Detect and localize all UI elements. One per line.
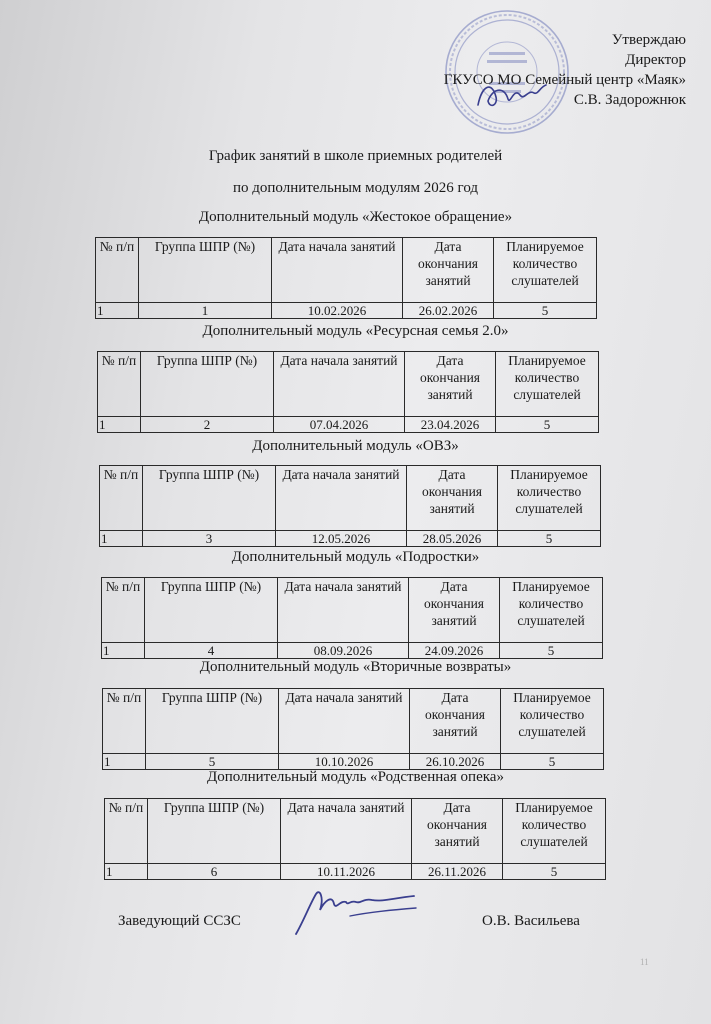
- header-cell: Дата начала занятий: [279, 689, 410, 754]
- table-cell: 5: [494, 303, 597, 319]
- table-cell: 4: [145, 643, 278, 659]
- header-cell: Группа ШПР (№): [141, 352, 274, 417]
- header-cell: Дата окончания занятий: [405, 352, 496, 417]
- table-cell: 07.04.2026: [274, 417, 405, 433]
- module-title: Дополнительный модуль «Ресурсная семья 2.0»: [202, 323, 509, 339]
- header-cell: Группа ШПР (№): [145, 578, 278, 643]
- header-cell: № п/п: [105, 799, 148, 864]
- schedule-table: [102, 688, 604, 770]
- header-cell: Дата окончания занятий: [403, 238, 494, 303]
- header-cell: Дата начала занятий: [281, 799, 412, 864]
- table-cell: 10.11.2026: [281, 864, 412, 880]
- table-cell: 26.02.2026: [403, 303, 494, 319]
- table-cell: 5: [498, 531, 601, 547]
- table-cell: 1: [139, 303, 272, 319]
- header-cell: Группа ШПР (№): [148, 799, 281, 864]
- approval-block: [444, 30, 686, 110]
- table-cell: 2: [141, 417, 274, 433]
- schedule-table: [97, 351, 599, 433]
- table-cell: 24.09.2026: [409, 643, 500, 659]
- footer-name: О.В. Васильева: [482, 913, 580, 929]
- table-cell: 3: [143, 531, 276, 547]
- schedule-table: [104, 798, 606, 880]
- table-cell: 5: [501, 754, 604, 770]
- header-cell: № п/п: [102, 578, 145, 643]
- document-title-line2: по дополнительным модулям 2026 год: [232, 180, 479, 196]
- header-cell: Планируемое количество слушателей: [503, 799, 606, 864]
- table-cell: 1: [96, 303, 139, 319]
- table-row: [96, 303, 597, 319]
- table-row: [105, 864, 606, 880]
- module-title: Дополнительный модуль «Вторичные возвраты»: [199, 659, 512, 675]
- table-cell: 1: [102, 643, 145, 659]
- header-cell: № п/п: [100, 466, 143, 531]
- table-cell: 6: [148, 864, 281, 880]
- table-row: [98, 417, 599, 433]
- table-cell: 08.09.2026: [278, 643, 409, 659]
- table-cell: 1: [100, 531, 143, 547]
- approval-line3: ГКУСО МО Семейный центр «Маяк»: [443, 72, 686, 88]
- table-cell: 10.02.2026: [272, 303, 403, 319]
- module-title: Дополнительный модуль «Подростки»: [231, 549, 480, 565]
- header-cell: № п/п: [98, 352, 141, 417]
- table-cell: 5: [500, 643, 603, 659]
- schedule-table: [95, 237, 597, 319]
- table-row: [100, 531, 601, 547]
- header-cell: Планируемое количество слушателей: [500, 578, 603, 643]
- header-cell: Группа ШПР (№): [143, 466, 276, 531]
- header-cell: Дата окончания занятий: [410, 689, 501, 754]
- table-cell: 5: [496, 417, 599, 433]
- schedule-table: [99, 465, 601, 547]
- header-cell: Дата начала занятий: [274, 352, 405, 417]
- table-cell: 23.04.2026: [405, 417, 496, 433]
- table-cell: 5: [503, 864, 606, 880]
- header-cell: Дата окончания занятий: [409, 578, 500, 643]
- header-cell: Планируемое количество слушателей: [494, 238, 597, 303]
- schedule-table: [101, 577, 603, 659]
- footer-position: Заведующий ССЗС: [118, 913, 241, 929]
- header-cell: Дата начала занятий: [272, 238, 403, 303]
- header-cell: Дата начала занятий: [276, 466, 407, 531]
- header-cell: № п/п: [96, 238, 139, 303]
- table-cell: 1: [103, 754, 146, 770]
- approval-line1: Утверждаю: [611, 32, 686, 48]
- table-cell: 28.05.2026: [407, 531, 498, 547]
- module-title: Дополнительный модуль «Родственная опека»: [207, 769, 504, 785]
- table-cell: 26.10.2026: [410, 754, 501, 770]
- approval-line2: Директор: [625, 52, 686, 68]
- head-signature: [290, 880, 420, 940]
- table-cell: 5: [146, 754, 279, 770]
- header-cell: Группа ШПР (№): [139, 238, 272, 303]
- table-cell: 26.11.2026: [412, 864, 503, 880]
- header-cell: Дата начала занятий: [278, 578, 409, 643]
- header-cell: Планируемое количество слушателей: [498, 466, 601, 531]
- table-cell: 1: [98, 417, 141, 433]
- table-row: [102, 643, 603, 659]
- header-cell: Планируемое количество слушателей: [501, 689, 604, 754]
- header-cell: Планируемое количество слушателей: [496, 352, 599, 417]
- header-cell: Группа ШПР (№): [146, 689, 279, 754]
- header-cell: Дата окончания занятий: [412, 799, 503, 864]
- document-title-line1: График занятий в школе приемных родителей: [208, 148, 503, 164]
- module-title: Дополнительный модуль «Жестокое обращение»: [198, 209, 513, 225]
- table-cell: 10.10.2026: [279, 754, 410, 770]
- table-cell: 1: [105, 864, 148, 880]
- table-cell: 12.05.2026: [276, 531, 407, 547]
- page-number: 11: [640, 957, 649, 967]
- module-title: Дополнительный модуль «ОВЗ»: [252, 438, 459, 454]
- approval-line4: С.В. Задорожнюк: [573, 92, 686, 108]
- header-cell: № п/п: [103, 689, 146, 754]
- header-cell: Дата окончания занятий: [407, 466, 498, 531]
